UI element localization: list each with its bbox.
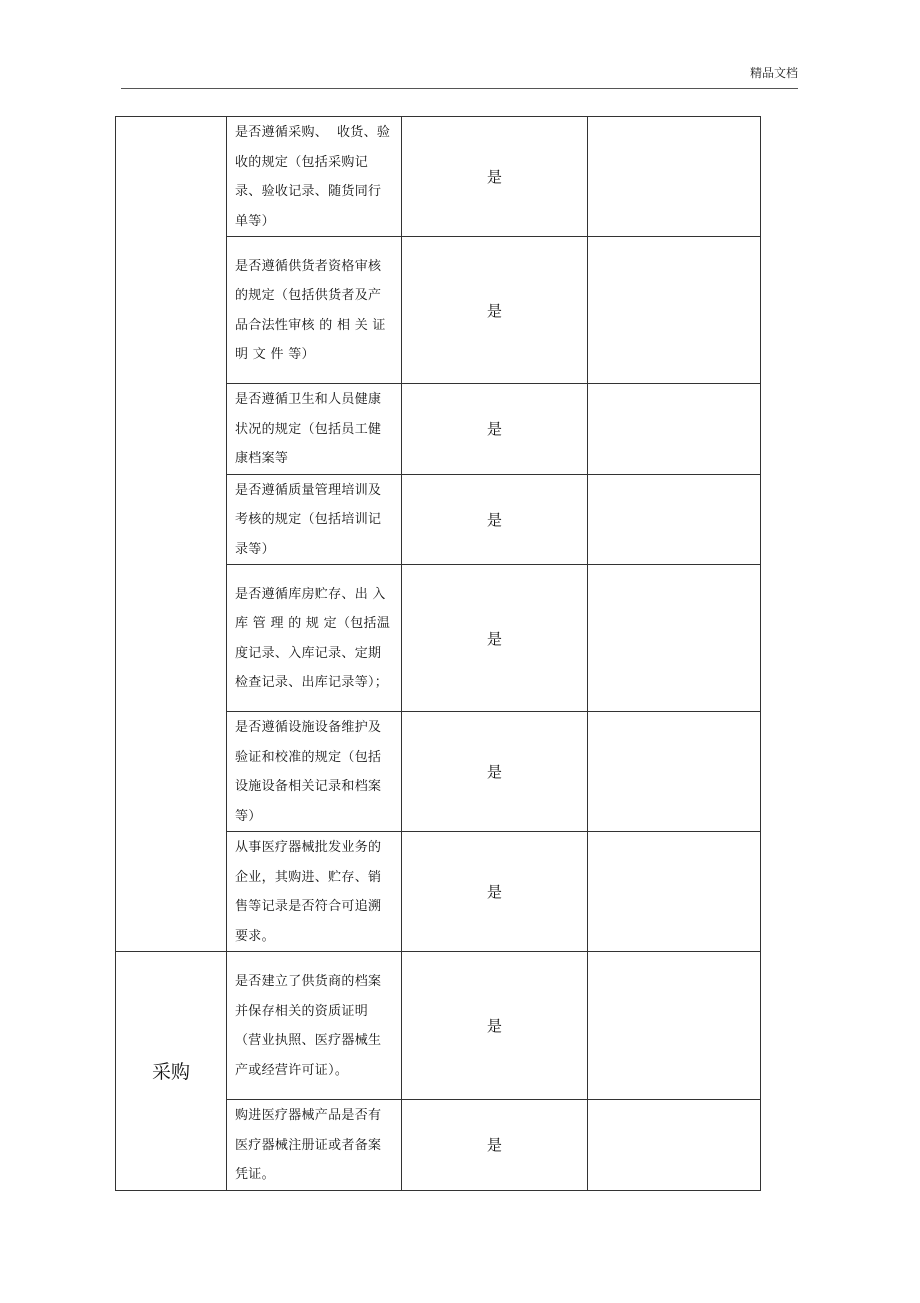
result-cell: 是 [402,565,588,712]
result-cell: 是 [402,832,588,952]
result-cell: 是 [402,1100,588,1191]
category-cell-blank [116,117,227,952]
result-cell: 是 [402,474,588,565]
check-item-cell [227,474,402,565]
inspection-table [115,116,761,1191]
check-item-text: 是否遵循供货者资格审核的规定（包括供货者及产品合法性审核 的 相 关 证 明 文 件 等） [235,258,391,362]
check-item-cell [227,117,402,237]
result-cell: 是 [402,952,588,1100]
check-item-text: 是否遵循设施设备维护及验证和校准的规定（包括设施设备相关记录和档案等） [235,720,382,824]
table-row [116,117,761,237]
note-cell [588,474,761,565]
check-item-text: 是否建立了供货商的档案并保存相关的资质证明（营业执照、医疗器械生产或经营许可证）。 [235,974,382,1078]
check-item-cell [227,1100,402,1191]
result-cell: 是 [402,237,588,384]
result-cell: 是 [402,117,588,237]
note-cell [588,384,761,475]
note-cell [588,712,761,832]
check-item-text: 是否遵循库房贮存、出 入 库 管 理 的 规 定（包括温度记录、入库记录、定期检查记录、出库记录等）； [235,586,391,690]
check-item-cell [227,237,402,384]
note-cell [588,952,761,1100]
note-cell [588,237,761,384]
check-item-text: 从事医疗器械批发业务的企业，其购进、贮存、销售等记录是否符合可追溯要求。 [235,840,382,944]
check-item-cell [227,952,402,1100]
check-item-text: 是否遵循采购、 收货、验收的规定（包括采购记录、验收记录、随货同行单等） [235,125,391,229]
check-item-text: 是否遵循卫生和人员健康状况的规定（包括员工健康档案等 [235,392,382,466]
note-cell [588,117,761,237]
check-item-cell [227,832,402,952]
check-item-cell [227,565,402,712]
result-cell: 是 [402,712,588,832]
note-cell [588,565,761,712]
table-row [116,952,761,1100]
result-cell: 是 [402,384,588,475]
document-header-label: 精品文档 [749,66,798,80]
check-item-text: 是否遵循质量管理培训及考核的规定（包括培训记录等） [235,482,382,557]
note-cell [588,1100,761,1191]
check-item-text: 购进医疗器械产品是否有医疗器械注册证或者备案凭证。 [235,1108,382,1182]
header-divider [121,88,798,89]
category-cell-procurement: 采购 [116,952,227,1191]
note-cell [588,832,761,952]
check-item-cell [227,712,402,832]
check-item-cell [227,384,402,475]
